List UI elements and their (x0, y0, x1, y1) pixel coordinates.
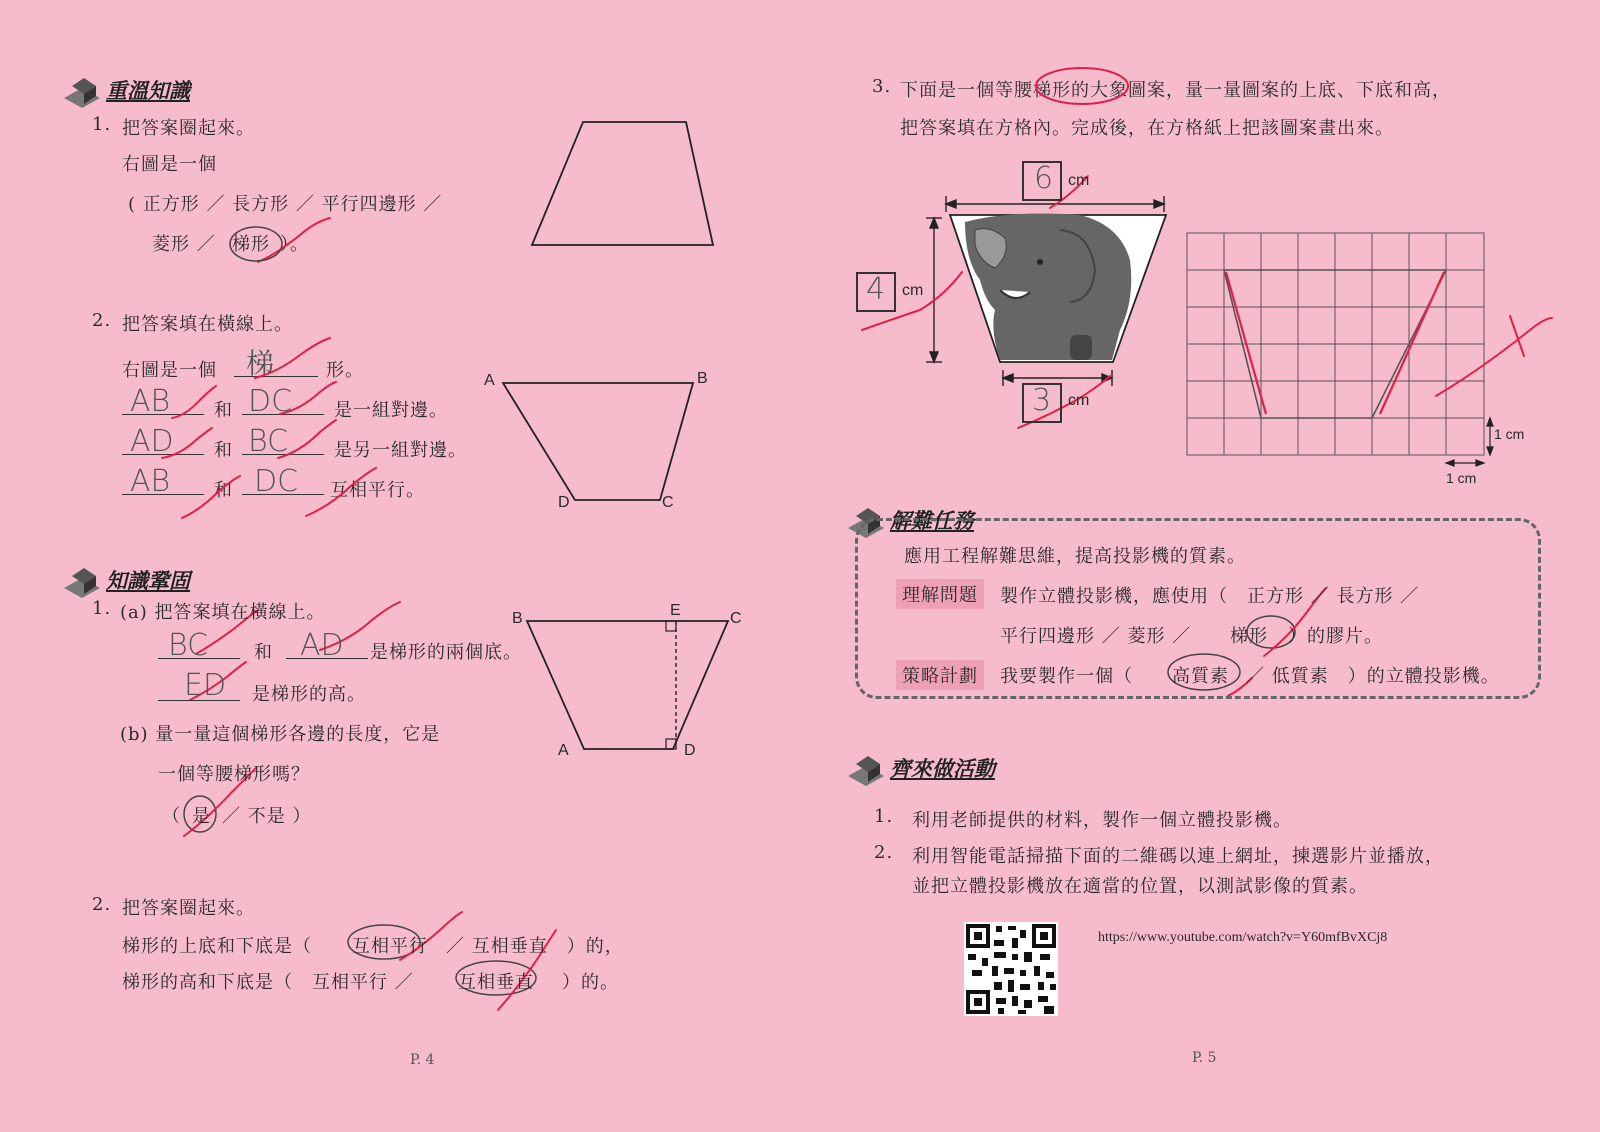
circled-answer-trapezoid: 梯形 (232, 234, 270, 255)
task-line-3: 我要製作一個（ (1000, 666, 1133, 687)
question-1-close: ）。 (280, 234, 309, 255)
question-2-instruction: 把答案填在橫線上。 (122, 314, 293, 335)
point-label-a: A (484, 372, 495, 389)
question-1-options: ( 正方形 ／ 長方形 ／ 平行四邊形 ／ (128, 194, 443, 215)
row-text: 是梯形的兩個底。 (370, 642, 522, 663)
handwritten-answer: 3 (1032, 383, 1052, 418)
row-text: 互相平行。 (330, 480, 425, 501)
unit-label: cm (902, 282, 924, 299)
point-label-d: D (684, 742, 696, 759)
circled-answer-trapezoid: 梯形 (1230, 626, 1268, 647)
point-label-e: E (670, 602, 681, 619)
square-grid (1187, 233, 1484, 455)
question-3b-line1: (b) 量一量這個梯形各邊的長度，它是 (120, 724, 441, 745)
handwritten-answer: 梯 (246, 347, 275, 380)
tag-understand-problem: 理解問題 (896, 579, 984, 609)
question-2-line1-end: 形。 (326, 360, 364, 381)
question-4-line2: 梯形的高和下底是（ 互相平行 ／ (122, 972, 414, 993)
red-circle-mark (1036, 68, 1128, 104)
and-label: 和 (214, 440, 233, 461)
question-4-instruction: 把答案圈起來。 (122, 898, 255, 919)
point-label-d: D (558, 494, 570, 511)
and-label: 和 (214, 480, 233, 501)
point-label-c: C (730, 610, 742, 627)
circled-answer-yes: 是 (192, 806, 211, 827)
question-4-line2-end: ）的。 (562, 972, 619, 993)
question-1-instruction: 把答案圈起來。 (122, 118, 255, 139)
question-4-number: 2. (92, 894, 112, 915)
question-1-options-2: 菱形 ／ (152, 234, 216, 255)
question-1-number: 1. (92, 114, 112, 135)
section-heading-task: 解難任務 (846, 502, 974, 538)
section-heading-review: 重溫知識 (62, 72, 190, 108)
question-2-number: 2. (92, 310, 112, 331)
bracket-open: （ (162, 806, 181, 827)
handwritten-answer: AD (130, 424, 174, 459)
cube-stack-icon (846, 750, 886, 786)
and-label: 和 (254, 642, 273, 663)
question-4-line1: 梯形的上底和下底是（ (122, 936, 312, 957)
handwritten-answer: AB (130, 384, 171, 419)
activity-2-line1: 利用智能電話掃描下面的二維碼以連上網址，揀選影片並播放， (912, 846, 1444, 867)
unit-label: cm (1068, 172, 1090, 189)
grid-scale-vertical: 1 cm (1494, 426, 1525, 442)
question-3-line2: 把答案填在方格內。完成後，在方格紙上把該圖案畫出來。 (900, 118, 1394, 139)
question-3-number: 1. (92, 598, 112, 619)
question-4-line1-end: ／ 互相垂直 ）的， (446, 936, 624, 957)
question-3b-options: ／ 不是 ） (222, 806, 312, 827)
task-line-1: 製作立體投影機，應使用（ 正方形 ／ 長方形 ／ (1000, 586, 1420, 607)
task-intro: 應用工程解難思維，提高投影機的質素。 (904, 546, 1246, 567)
point-label-c: C (662, 494, 674, 511)
elephant-icon (965, 214, 1131, 360)
task-line-2-end: ）的膠片。 (1288, 626, 1383, 647)
activity-1-text: 利用老師提供的材料，製作一個立體投影機。 (912, 810, 1292, 831)
handwritten-answer: DC (254, 464, 299, 499)
handwritten-answer: 6 (1034, 161, 1054, 196)
handwritten-answer: DC (248, 384, 293, 419)
handwritten-answer: BC (168, 628, 209, 663)
video-url-link[interactable]: https://www.youtube.com/watch?v=Y60mfBvXCj8 (1098, 930, 1388, 945)
activity-1-number: 1. (874, 806, 894, 827)
page-number-left: P. 4 (410, 1052, 435, 1068)
handwritten-answer: 4 (866, 272, 886, 307)
row-text: 是另一組對邊。 (334, 440, 467, 461)
tag-strategy-plan: 策略計劃 (896, 660, 984, 690)
handwritten-answer: BC (248, 424, 289, 459)
unit-label: cm (1068, 392, 1090, 409)
question-3a-instruction: (a) 把答案填在橫線上。 (120, 602, 326, 623)
question-3-line1: 下面是一個等腰梯形的大象圖案，量一量圖案的上底、下底和高， (900, 80, 1451, 101)
grid-scale-horizontal: 1 cm (1446, 470, 1477, 486)
question-3b-line2: 一個等腰梯形嗎？ (158, 764, 310, 785)
handwritten-answer: AB (130, 464, 171, 499)
handwritten-answer: AD (300, 628, 344, 663)
question-3-number: 3. (872, 76, 892, 97)
circled-answer-high-quality: 高質素 (1172, 666, 1229, 687)
red-check-mark (1436, 318, 1552, 396)
row-text: 是梯形的高。 (252, 684, 366, 705)
task-line-3-end: ／ 低質素 ）的立體投影機。 (1246, 666, 1500, 687)
circled-answer-perpendicular: 互相垂直 (458, 972, 534, 993)
row-text: 是一組對邊。 (334, 400, 448, 421)
activity-2-line2: 並把立體投影機放在適當的位置，以測試影像的質素。 (912, 876, 1368, 897)
question-1-line1: 右圖是一個 (122, 154, 217, 175)
qr-code-icon[interactable] (964, 922, 1058, 1016)
question-2-line1: 右圖是一個 (122, 360, 217, 381)
task-line-2: 平行四邊形 ／ 菱形 ／ (1000, 626, 1192, 647)
section-heading-activity: 齊來做活動 (846, 750, 995, 786)
page-number-right: P. 5 (1192, 1050, 1217, 1066)
point-label-b: B (697, 370, 708, 387)
section-heading-consolidation: 知識鞏固 (62, 562, 190, 598)
point-label-a: A (558, 742, 569, 759)
activity-2-number: 2. (874, 842, 894, 863)
handwritten-answer: ED (184, 668, 227, 703)
circled-answer-parallel: 互相平行 (352, 936, 428, 957)
point-label-b: B (512, 610, 523, 627)
and-label: 和 (214, 400, 233, 421)
